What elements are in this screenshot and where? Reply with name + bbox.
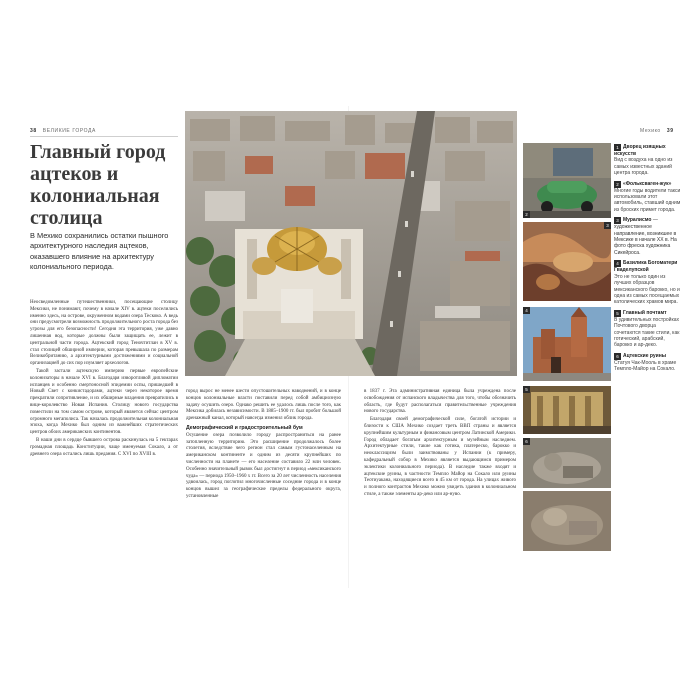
article-title: Главный город ацтеков и колониальная столица — [30, 141, 166, 229]
text-column-1 — [30, 300, 178, 459]
paragraph: Благодаря своей демографической силе, богатой истории и близости к США Мехико создает треть ВВП страны и является крупнейшим культурным и финансовым центром Латинской Америки. Город обладает богатым архитектурным и музейным наследием. Архитектурные стили, такие как готика, платереско, барокко и неоклассицизм были заимствованы у Испании (к примеру, кафедральный собор в Мехико является выдающимся примером эклектики колониального периода). В наследие также входят и ацтекские руины, в частности Темпло Майор на Сокало или руины Теотиуакана, находящиеся всего в 45 км от города. На улицах живого и полного контрастов Мехико можно увидеть здания в колониальном стиле, а также элементы ар-деко или ар-нуво. — [364, 417, 516, 497]
section-heading: Демографический и градостроительный бум — [186, 424, 303, 431]
text-column-3 — [364, 389, 516, 500]
aerial-photo-palace — [185, 111, 517, 376]
caption-3 — [614, 217, 682, 256]
photo-1-volkswagen — [523, 143, 611, 218]
caption-2 — [614, 181, 682, 214]
paragraph: в 1837 г. Эта административная единица была учреждена после освобождения от испанского владычества для того, чтобы обозначить область, где будут располагаться правительственные учреждения нового государства. — [364, 389, 516, 415]
photo-5-graphic — [523, 438, 611, 488]
caption-title: Дворец изящных искусств — [614, 144, 666, 157]
paragraph: Такой застали ацтекскую империю первые европейские колонизаторы в начале XVI в. Благодаря изворотливой дипломатии испанцев и особенно смертоносной эпидемии оспы, пришедшей в Новый Свет с конкистадорами, ацтеки через некоторое время прекратили сопротивление, и их обширные владения превратились в вице-королевство Новая Испания. Столицу нового государства поместили на том самом острове, который является сейчас центром огромного мегаполиса. Так началась продолжительная колониальная эпоха, когда Мехико был одним из важнейших стратегических центров обоих американских континентов. — [30, 368, 178, 436]
running-head-right — [640, 128, 674, 134]
caption-6 — [614, 353, 682, 373]
paragraph: Неосведомленные путешественники, посещающие столицу Мексики, не понимают, почему в начале XIV в. ацтеки поселились именно здесь, на острове, окруженном водами озера Тескоко. А ведь они предусмотрели возможность продолжительного роста города без угрозы для его безопасности! Сегодня эта территория, уже давно лишенная вод, которые должны были защищать ее, лежит в центральной части города. Ацтекский город Теночтитлан в XV в. стал столицей обширной империи, которая превышала по размерам Великобританию, а архитектурными достижениями и социальной организацией до сих пор изумляет археологов. — [30, 300, 178, 367]
caption-title: «Фольксваген-жук» — [623, 180, 672, 187]
photo-captions — [614, 144, 682, 377]
caption-body: В удивительных постройках Почтового дворца сочетаются такие стили, как готический, арабский, барокко и ар-деко. — [614, 316, 680, 349]
photo-badge: 2 — [523, 211, 530, 218]
photo-badge: 3 — [604, 222, 611, 229]
photo-4-graphic — [523, 386, 611, 434]
photo-5-aztec-ruins — [523, 438, 611, 488]
photo-3-graphic — [523, 307, 611, 381]
running-head-rule — [30, 136, 178, 137]
photo-4-post-office — [523, 386, 611, 434]
caption-body: Это не только один из лучших образцов мексиканского барокко, но и одна из самых посещаемых католических храмов мира. — [614, 273, 680, 306]
caption-4 — [614, 260, 682, 305]
caption-title: Ацтекские руины — [623, 352, 667, 359]
caption-body: Многие годы водители такси использовали этот автомобиль, ставший одним из броских примет города. — [614, 187, 681, 213]
caption-title: Главный почтамт — [623, 309, 667, 316]
article-lead: В Мехико сохранились остатки пышного архитектурного наследия ацтеков, оказавшего влияние на архитектуру колониального периода. — [30, 231, 169, 272]
caption-number: 6 — [614, 353, 621, 360]
page-number-left: 38 — [30, 128, 37, 134]
caption-1 — [614, 144, 682, 177]
aerial-photo-graphic — [185, 111, 517, 376]
caption-body: Статуя Чак-Мооль в храме Темпло-Майор на Сокало. — [614, 359, 677, 373]
photo-2-graphic — [523, 222, 611, 301]
caption-number: 5 — [614, 310, 621, 317]
running-head-title-left: ВЕЛИКИЕ ГОРОДА — [42, 128, 96, 134]
photo-6-sculpture — [523, 491, 611, 551]
text-column-2 — [186, 389, 341, 502]
paragraph: город вырос не менее шести опустошительных наводнений, и в конце концов колониальные власти поставили перед собой амбициозную задачу осушить озеро. Однако решить ее удалось лишь после того, как Мексика добилась независимости. В 1885–1900 гг. был пробит большой дренажный канал, который навсегда изменил облик города. — [186, 389, 341, 422]
running-head-left — [30, 128, 96, 134]
paragraph: Осушение озера позволило городу распространиться на ранее затопленную территорию. Это расширение продолжалось более столетия, вследствие чего регион стал самым густонаселенным на американском континенте и одним из десяти крупнейших по численности на планете — его население составило 22 млн человек. Особенно значительный рывок был достигнут в период «мексиканского чуда» — периода 1950–1960 х гг. Всего за 20 лет численность населения удвоилась, город поглотил многочисленные соседние города и в конце концов вышел за географические пределы федерального округа, установленные — [186, 432, 341, 499]
caption-5 — [614, 310, 682, 349]
page-number-right: 39 — [666, 128, 674, 134]
caption-body: Вид с воздуха на одно из самых известных зданий центра города. — [614, 157, 673, 177]
caption-number: 3 — [614, 217, 621, 224]
photo-2-mural — [523, 222, 611, 301]
caption-number: 2 — [614, 181, 621, 188]
photo-badge: 6 — [523, 438, 530, 445]
photo-badge: 4 — [523, 307, 530, 314]
photo-3-basilica — [523, 307, 611, 381]
photo-1-graphic — [523, 143, 611, 218]
running-head-title-right: Мехико — [640, 128, 661, 134]
caption-number: 1 — [614, 144, 621, 151]
caption-body: — художественное направление, возникшее в Мексике в начале XX в. На фото фреска художника Сикейроса. — [614, 217, 677, 256]
paragraph: В наши дни в сердце бывшего острова раскинулась на 5 гектарах громадная площадь Конституции, чаще именуемая Сокало, а от древнего озера остались лишь предания. С XVI по XVIII в. — [30, 437, 178, 457]
caption-title: Муралисмо — [623, 217, 652, 224]
caption-number: 4 — [614, 260, 621, 267]
photo-badge: 5 — [523, 386, 530, 393]
caption-title: Базилика Богоматери Гваделупской — [614, 260, 678, 274]
photo-6-graphic — [523, 491, 611, 551]
